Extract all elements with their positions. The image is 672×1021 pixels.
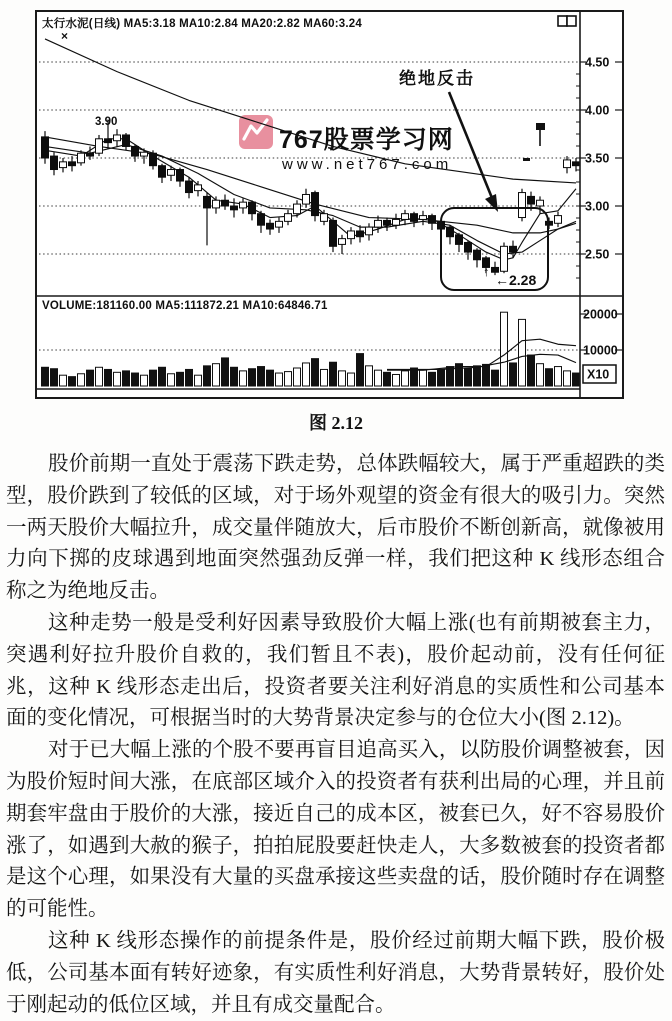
volume-bar [528, 355, 535, 386]
volume-bar [321, 369, 328, 386]
volume-bar [384, 372, 391, 386]
candle [87, 153, 94, 156]
svg-text:3.00: 3.00 [585, 199, 610, 214]
volume-bar [186, 369, 193, 386]
volume-bar [537, 364, 544, 386]
body-text [0, 449, 672, 1021]
window-icon [558, 16, 576, 26]
candle [240, 202, 247, 208]
candle [78, 153, 85, 163]
volume-bar [312, 359, 319, 386]
volume-bar [105, 369, 112, 386]
flag-marker-icon [536, 123, 545, 130]
volume-bar [132, 373, 139, 386]
volume-bar [42, 367, 49, 386]
volume-bar [204, 366, 211, 386]
volume-bar [222, 358, 229, 386]
volume-bar [258, 367, 265, 386]
candle [204, 196, 211, 208]
volume-bar [429, 372, 436, 386]
candle [330, 220, 337, 246]
svg-text:10000: 10000 [583, 343, 618, 358]
candle [528, 196, 535, 204]
candle [420, 216, 427, 220]
candle [186, 181, 193, 193]
candle [222, 200, 229, 206]
volume-bar [69, 377, 76, 386]
volume-bar [366, 366, 373, 386]
candle [150, 153, 157, 165]
volume-bar [141, 375, 148, 386]
volume-bar [231, 367, 238, 386]
volume-bar [78, 374, 85, 386]
svg-text:2.50: 2.50 [585, 247, 610, 262]
candle [285, 214, 292, 222]
candle [366, 227, 373, 235]
candle [312, 193, 319, 216]
candle [411, 214, 418, 222]
candle [123, 135, 130, 147]
volume-bar [420, 370, 427, 386]
volume-ma10-line [387, 354, 576, 369]
paragraph-4: 这种 K 线形态操作的前提条件是，股价经过前期大幅下跌，股价极低，公司基本面有转好迹象，有实质性利好消息，大势背景转好，股价处于刚起动的低位区域，并且有成交量配合。 [6, 929, 665, 1016]
candle [231, 206, 238, 210]
candle [42, 137, 49, 158]
volume-bar [276, 373, 283, 386]
candle [114, 135, 121, 141]
volume-bar [573, 373, 580, 386]
volume-bar [267, 370, 274, 386]
volume-bar [123, 371, 130, 386]
volume-bar [96, 367, 103, 386]
candle [249, 202, 256, 214]
svg-text:3.50: 3.50 [585, 151, 610, 166]
volume-bar [87, 370, 94, 386]
candle [348, 231, 355, 239]
candle [105, 139, 112, 143]
volume-bar [60, 375, 67, 386]
svg-text:20000: 20000 [583, 307, 618, 322]
candle [258, 214, 265, 226]
candle [168, 170, 175, 176]
volume-bar [213, 364, 220, 386]
volume-bar [195, 375, 202, 386]
volume-bar [402, 371, 409, 386]
volume-bar [168, 374, 175, 386]
candle [276, 221, 283, 227]
kline-chart-canvas [37, 12, 622, 397]
chart-frame [35, 10, 624, 399]
candle [177, 170, 184, 182]
candle [195, 185, 202, 191]
volume-bar [465, 368, 472, 386]
volume-bar [177, 372, 184, 386]
volume-bar [249, 369, 256, 386]
axis-multiplier [583, 365, 616, 383]
candle [519, 193, 526, 218]
paragraph-1: 股价前期一直处于震荡下跌走势，总体跌幅较大，属于严重超跌的类型，股价跌到了较低的区域，对于场外观望的资金有很大的吸引力。突然一两天股价大幅拉升，成交量伴随放大，后市股价不断创新高，就像被用力向下掷的皮球遇到地面突然强劲反弹一样，我们把这种 K 线形态组合称之为绝地反击。 [6, 453, 665, 603]
candle [375, 220, 382, 227]
candle [96, 139, 103, 153]
candle [564, 160, 571, 168]
volume-bar [348, 373, 355, 386]
candle [321, 214, 328, 222]
svg-text:www.net767.com: www.net767.com [282, 156, 453, 173]
volume-bar [492, 370, 499, 386]
volume-bar [510, 363, 517, 386]
chart-title: 太行水泥(日线) MA5:3.18 MA10:2.84 MA20:2.82 MA60:3.24 [42, 18, 362, 30]
candle [456, 235, 463, 245]
watermark [239, 115, 454, 173]
volume-bar [564, 371, 571, 386]
svg-text:4.00: 4.00 [585, 103, 610, 118]
volume-bar [330, 362, 337, 386]
candle [573, 162, 580, 166]
arrowhead-icon [485, 194, 498, 212]
pattern-label: 绝地反击 [399, 69, 475, 88]
volume-bar [51, 369, 58, 386]
volume-bar [501, 312, 508, 386]
volume-bar [555, 367, 562, 386]
book-page [0, 10, 672, 1016]
volume-bar [240, 371, 247, 386]
volume-bar [438, 369, 445, 386]
volume-bar [519, 319, 526, 386]
candle [510, 246, 517, 252]
candle [447, 227, 454, 237]
x-marker: × [61, 29, 69, 43]
candle [501, 246, 508, 271]
up-arrow-icon: ↑ [483, 264, 490, 279]
volume-bar [546, 369, 553, 386]
candle [474, 250, 481, 260]
candle [267, 223, 274, 229]
volume-bar [375, 370, 382, 386]
candle [384, 220, 391, 225]
volume-bar [474, 366, 481, 386]
volume-bar [294, 368, 301, 386]
volume-header: VOLUME:181160.00 MA5:111872.21 MA10:64846.71 [42, 300, 328, 312]
volume-bar [357, 354, 364, 386]
candle [60, 162, 67, 168]
svg-text:X10: X10 [587, 367, 610, 382]
candle [357, 231, 364, 237]
paragraph-3: 对于已大幅上涨的个股不要再盲目追高买入，以防股价调整被套，因为股价短时间大涨，在底部区域介入的投资者有获利出局的心理，并且前期套牢盘由于股价的大涨，接近自己的成本区，被套已久，好不容易股价涨了，如遇到大赦的猴子，拍拍屁股要赶快走人，大多数被套的投资者都是这个心理，如果没有大量的买盘承接这些卖盘的话，股价随时存在调整的可能性。 [6, 739, 665, 921]
price-axis [576, 56, 622, 358]
low-price-label: ←2.28 [495, 272, 537, 288]
volume-bar [393, 374, 400, 386]
candle [429, 216, 436, 224]
figure-kline-chart [35, 10, 620, 399]
candle [132, 146, 139, 156]
candle [69, 162, 76, 166]
candle [393, 219, 400, 225]
volume-bar [339, 371, 346, 386]
candle [339, 239, 346, 245]
volume-bar [303, 363, 310, 386]
svg-text:767股票学习网: 767股票学习网 [279, 126, 454, 154]
candle [51, 156, 58, 169]
volume-ma-lines [387, 339, 576, 370]
figure-caption: 图 2.12 [309, 413, 363, 433]
candle [303, 194, 310, 204]
peak-price-label: 3.90 [95, 116, 118, 128]
candle [159, 166, 166, 178]
volume-bars [42, 312, 580, 386]
candle [537, 200, 544, 206]
svg-text:4.50: 4.50 [585, 55, 610, 70]
volume-bar [150, 370, 157, 386]
paragraph-2: 这种走势一般是受利好因素导致股价大幅上涨(也有前期被套主力，突遇利好拉升股价自救的，我们暂且不表)，股价起动前，没有任何征兆，这种 K 线形态走出后，投资者要关注利好消息的实质性和公司基本面的变化情况，可根据当时的大势背景决定参与的仓位大小(图 2.12)。 [6, 611, 665, 730]
candle [402, 214, 409, 220]
volume-bar [159, 367, 166, 386]
volume-bar [483, 364, 490, 386]
candle [294, 204, 301, 214]
volume-bar [114, 372, 121, 386]
candle [555, 216, 562, 224]
candle [213, 200, 220, 208]
candle [141, 152, 148, 156]
volume-bar [285, 372, 292, 386]
candle [465, 242, 472, 252]
